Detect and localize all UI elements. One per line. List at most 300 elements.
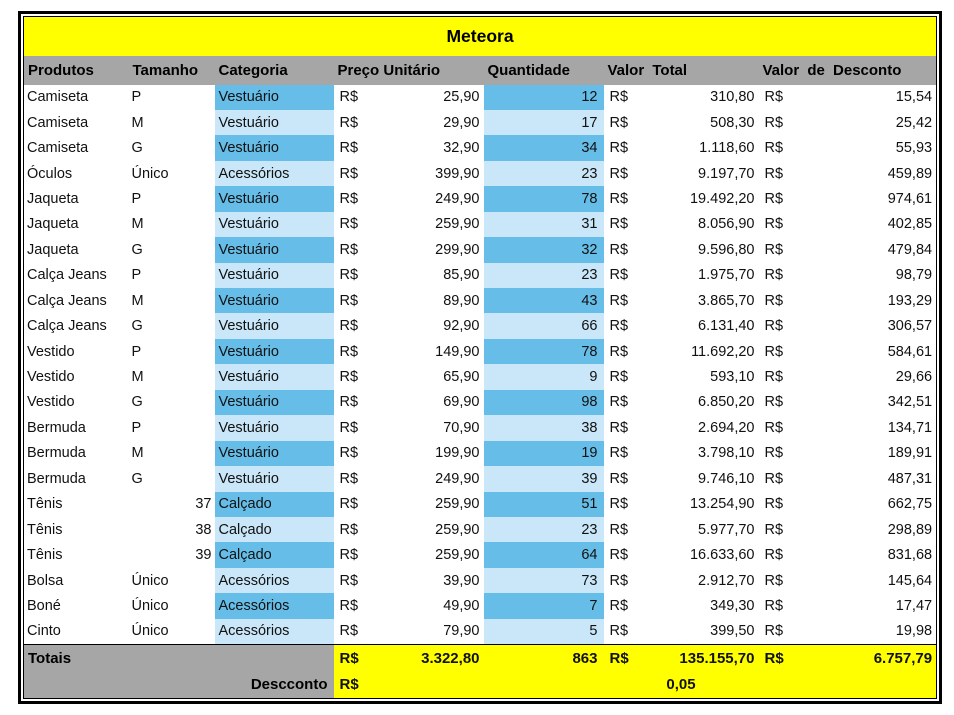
cell-preco-unitario[interactable] [334, 288, 484, 313]
cell-tamanho[interactable]: Único [131, 572, 169, 589]
cell-categoria[interactable]: Vestuário [215, 390, 334, 415]
table-row [24, 85, 937, 110]
cell-preco-unitario[interactable] [334, 568, 484, 593]
currency-symbol: R$ [764, 140, 784, 157]
cell-preco-unitario[interactable] [334, 339, 484, 364]
cell-quantidade[interactable]: 23 [484, 517, 604, 542]
cell-preco-unitario[interactable] [334, 466, 484, 491]
cell-tamanho[interactable]: P [131, 343, 142, 360]
cell-quantidade[interactable]: 39 [484, 466, 604, 491]
cell-tamanho[interactable]: G [131, 470, 143, 487]
table-row [24, 568, 937, 593]
desconto-rate-cell[interactable]: 0,05 [604, 672, 759, 698]
table-row [24, 466, 937, 491]
cell-categoria[interactable]: Vestuário [215, 466, 334, 491]
currency-symbol: R$ [339, 369, 359, 386]
cell-valor-total[interactable] [604, 161, 759, 186]
cell-valor-total[interactable] [604, 415, 759, 440]
cell-valor-total[interactable] [604, 212, 759, 237]
cell-preco-unitario-value: 79,90 [443, 623, 480, 640]
cell-preco-unitario[interactable] [334, 364, 484, 389]
cell-preco-unitario[interactable] [334, 593, 484, 618]
cell-valor-desconto-value: 55,93 [895, 140, 933, 157]
table-row [24, 542, 937, 567]
cell-quantidade[interactable]: 9 [484, 364, 604, 389]
table-row [24, 237, 937, 262]
cell-produto[interactable]: Bermuda [27, 445, 86, 462]
cell-valor-desconto-value: 19,98 [895, 623, 933, 640]
cell-quantidade[interactable]: 98 [484, 390, 604, 415]
cell-valor-desconto[interactable] [759, 593, 937, 618]
currency-symbol: R$ [339, 419, 359, 436]
desconto-label-cell[interactable]: Descconto [24, 672, 334, 698]
currency-symbol: R$ [764, 165, 784, 182]
table-row [24, 415, 937, 440]
cell-categoria[interactable]: Vestuário [215, 288, 334, 313]
cell-categoria[interactable]: Vestuário [215, 237, 334, 262]
table-row [24, 161, 937, 186]
cell-valor-desconto-value: 479,84 [887, 241, 933, 258]
cell-valor-total-value: 16.633,60 [689, 547, 755, 564]
totals-valor-total-cell[interactable] [604, 644, 759, 672]
cell-produto[interactable]: Vestido [27, 343, 75, 360]
currency-symbol: R$ [764, 343, 784, 360]
cell-valor-desconto[interactable] [759, 110, 937, 135]
cell-quantidade[interactable]: 23 [484, 161, 604, 186]
cell-preco-unitario[interactable] [334, 542, 484, 567]
cell-produto[interactable]: Tênis [27, 547, 63, 564]
column-header-categoria[interactable]: Categoria [215, 56, 334, 85]
cell-valor-total-value: 11.692,20 [691, 343, 755, 360]
cell-preco-unitario[interactable] [334, 186, 484, 211]
table-row [24, 339, 937, 364]
table-row [24, 263, 937, 288]
cell-produto[interactable]: Óculos [27, 165, 73, 182]
sheet-title[interactable]: Meteora [24, 17, 937, 56]
cell-categoria[interactable]: Vestuário [215, 186, 334, 211]
cell-preco-unitario-value: 32,90 [443, 140, 480, 157]
totals-preco-unitario-cell[interactable] [334, 644, 484, 672]
cell-valor-desconto[interactable] [759, 517, 937, 542]
cell-valor-desconto[interactable] [759, 161, 937, 186]
currency-symbol: R$ [339, 267, 359, 284]
currency-symbol: R$ [764, 394, 784, 411]
cell-tamanho[interactable]: 37 [195, 496, 212, 513]
cell-valor-desconto[interactable] [759, 542, 937, 567]
cell-quantidade[interactable]: 66 [484, 313, 604, 338]
cell-quantidade[interactable]: 12 [484, 85, 604, 110]
currency-symbol: R$ [609, 394, 629, 411]
cell-preco-unitario[interactable] [334, 212, 484, 237]
cell-preco-unitario-value: 259,90 [435, 216, 480, 233]
cell-valor-total-value: 13.254,90 [689, 496, 755, 513]
cell-valor-desconto-value: 17,47 [895, 597, 933, 614]
currency-symbol: R$ [609, 190, 629, 207]
table-row [24, 186, 937, 211]
cell-preco-unitario-value: 259,90 [435, 496, 480, 513]
cell-tamanho[interactable]: M [131, 114, 144, 131]
currency-symbol: R$ [764, 267, 784, 284]
cell-quantidade[interactable]: 7 [484, 593, 604, 618]
cell-valor-desconto-value: 662,75 [887, 496, 933, 513]
cell-categoria[interactable]: Vestuário [215, 415, 334, 440]
currency-symbol: R$ [764, 445, 784, 462]
cell-tamanho[interactable]: Único [131, 165, 169, 182]
cell-produto[interactable]: Calça Jeans [27, 318, 107, 335]
desconto-currency-cell[interactable] [334, 672, 484, 698]
cell-categoria[interactable]: Calçado [215, 492, 334, 517]
currency-symbol: R$ [609, 470, 629, 487]
cell-valor-desconto-value: 29,66 [895, 369, 933, 386]
cell-preco-unitario-value: 89,90 [443, 292, 480, 309]
cell-tamanho[interactable]: Único [131, 597, 169, 614]
currency-symbol: R$ [764, 470, 784, 487]
cell-valor-desconto[interactable] [759, 288, 937, 313]
cell-tamanho[interactable]: 39 [195, 547, 212, 564]
cell-valor-desconto[interactable] [759, 263, 937, 288]
cell-produto[interactable]: Camiseta [27, 114, 89, 131]
totals-preco-unitario-value: 3.322,80 [421, 649, 480, 667]
cell-valor-desconto[interactable] [759, 237, 937, 262]
currency-symbol: R$ [609, 547, 629, 564]
cell-tamanho[interactable]: M [131, 445, 144, 462]
cell-categoria[interactable]: Vestuário [215, 364, 334, 389]
totals-quantidade-cell[interactable]: 863 [484, 644, 604, 672]
cell-produto[interactable]: Calça Jeans [27, 292, 107, 309]
cell-produto[interactable]: Tênis [27, 496, 63, 513]
cell-produto[interactable]: Cinto [27, 623, 61, 640]
cell-produto[interactable]: Bolsa [27, 572, 64, 589]
cell-produto[interactable]: Bermuda [27, 419, 86, 436]
desconto-row [24, 672, 937, 698]
cell-preco-unitario[interactable] [334, 85, 484, 110]
column-header-row [24, 56, 937, 85]
cell-valor-desconto[interactable] [759, 313, 937, 338]
cell-tamanho[interactable]: G [131, 394, 143, 411]
cell-valor-total-value: 6.850,20 [698, 394, 755, 411]
currency-symbol: R$ [764, 649, 784, 667]
currency-symbol: R$ [764, 89, 784, 106]
column-header-valor-total[interactable]: Valor Total [604, 56, 759, 85]
cell-valor-desconto-value: 342,51 [887, 394, 933, 411]
cell-categoria[interactable]: Vestuário [215, 263, 334, 288]
cell-valor-total[interactable] [604, 492, 759, 517]
cell-preco-unitario[interactable] [334, 135, 484, 160]
cell-valor-desconto-value: 193,29 [887, 292, 933, 309]
cell-valor-total[interactable] [604, 313, 759, 338]
cell-quantidade[interactable]: 34 [484, 135, 604, 160]
cell-valor-desconto-value: 306,57 [887, 318, 933, 335]
table-row [24, 364, 937, 389]
cell-quantidade[interactable]: 17 [484, 110, 604, 135]
cell-quantidade[interactable]: 23 [484, 263, 604, 288]
currency-symbol: R$ [339, 165, 359, 182]
cell-valor-desconto[interactable] [759, 441, 937, 466]
cell-preco-unitario[interactable] [334, 619, 484, 644]
cell-tamanho[interactable]: G [131, 241, 143, 258]
cell-valor-desconto[interactable] [759, 466, 937, 491]
cell-preco-unitario[interactable] [334, 441, 484, 466]
cell-valor-total[interactable] [604, 517, 759, 542]
cell-preco-unitario-value: 259,90 [435, 521, 480, 538]
cell-valor-total[interactable] [604, 568, 759, 593]
cell-produto[interactable]: Tênis [27, 521, 63, 538]
cell-valor-desconto-value: 134,71 [887, 419, 933, 436]
currency-symbol: R$ [339, 216, 359, 233]
cell-categoria[interactable]: Vestuário [215, 339, 334, 364]
cell-preco-unitario[interactable] [334, 110, 484, 135]
desconto-empty-desconto-cell[interactable] [759, 672, 937, 698]
cell-quantidade[interactable]: 32 [484, 237, 604, 262]
cell-tamanho[interactable]: G [131, 140, 143, 157]
table-row [24, 492, 937, 517]
cell-tamanho[interactable]: P [131, 89, 142, 106]
cell-preco-unitario[interactable] [334, 313, 484, 338]
currency-symbol: R$ [339, 547, 359, 564]
cell-categoria[interactable]: Acessórios [215, 568, 334, 593]
cell-quantidade[interactable]: 5 [484, 619, 604, 644]
cell-quantidade[interactable]: 38 [484, 415, 604, 440]
cell-valor-total-value: 9.596,80 [698, 241, 755, 258]
currency-symbol: R$ [609, 140, 629, 157]
cell-valor-total[interactable] [604, 619, 759, 644]
cell-valor-total[interactable] [604, 288, 759, 313]
currency-symbol: R$ [339, 445, 359, 462]
cell-produto[interactable]: Camiseta [27, 140, 89, 157]
cell-valor-total-value: 310,80 [710, 89, 755, 106]
sales-table [23, 16, 937, 699]
cell-produto[interactable]: Boné [27, 597, 61, 614]
cell-valor-total-value: 6.131,40 [698, 318, 755, 335]
cell-quantidade[interactable]: 73 [484, 568, 604, 593]
cell-valor-desconto[interactable] [759, 568, 937, 593]
totals-valor-desconto-value: 6.757,79 [873, 649, 933, 667]
cell-produto[interactable]: Jaqueta [27, 241, 79, 258]
cell-categoria[interactable]: Acessórios [215, 161, 334, 186]
cell-valor-total[interactable] [604, 135, 759, 160]
totals-label-cell[interactable]: Totais [24, 644, 334, 672]
cell-tamanho[interactable]: M [131, 369, 144, 386]
cell-categoria[interactable]: Vestuário [215, 313, 334, 338]
table-row [24, 212, 937, 237]
currency-symbol: R$ [609, 216, 629, 233]
cell-produto[interactable]: Bermuda [27, 470, 86, 487]
cell-categoria[interactable]: Vestuário [215, 135, 334, 160]
cell-valor-desconto[interactable] [759, 339, 937, 364]
cell-valor-total-value: 399,50 [710, 623, 755, 640]
cell-tamanho[interactable]: Único [131, 623, 169, 640]
cell-valor-desconto[interactable] [759, 415, 937, 440]
currency-symbol: R$ [339, 521, 359, 538]
column-header-preco-unitario[interactable]: Preço Unitário [334, 56, 484, 85]
cell-valor-total[interactable] [604, 237, 759, 262]
currency-symbol: R$ [609, 267, 629, 284]
cell-valor-desconto[interactable] [759, 619, 937, 644]
currency-symbol: R$ [339, 597, 359, 614]
cell-preco-unitario-value: 199,90 [435, 445, 480, 462]
cell-valor-total[interactable] [604, 593, 759, 618]
currency-symbol: R$ [609, 343, 629, 360]
currency-symbol: R$ [609, 419, 629, 436]
cell-quantidade[interactable]: 43 [484, 288, 604, 313]
cell-valor-total[interactable] [604, 186, 759, 211]
currency-symbol: R$ [609, 496, 629, 513]
cell-valor-total-value: 9.746,10 [698, 470, 755, 487]
cell-valor-total[interactable] [604, 364, 759, 389]
cell-valor-desconto-value: 831,68 [887, 547, 933, 564]
cell-preco-unitario-value: 65,90 [443, 369, 480, 386]
cell-valor-desconto-value: 145,64 [887, 572, 933, 589]
table-row [24, 390, 937, 415]
currency-symbol: R$ [339, 190, 359, 207]
cell-quantidade[interactable]: 51 [484, 492, 604, 517]
cell-preco-unitario[interactable] [334, 161, 484, 186]
currency-symbol: R$ [764, 597, 784, 614]
cell-valor-desconto[interactable] [759, 85, 937, 110]
table-row [24, 135, 937, 160]
cell-quantidade[interactable]: 19 [484, 441, 604, 466]
cell-preco-unitario-value: 69,90 [443, 394, 480, 411]
cell-valor-total[interactable] [604, 263, 759, 288]
cell-categoria[interactable]: Calçado [215, 542, 334, 567]
cell-valor-total[interactable] [604, 542, 759, 567]
cell-produto[interactable]: Vestido [27, 394, 75, 411]
currency-symbol: R$ [609, 649, 629, 667]
cell-valor-total[interactable] [604, 466, 759, 491]
cell-preco-unitario[interactable] [334, 237, 484, 262]
cell-valor-desconto-value: 98,79 [895, 267, 933, 284]
cell-categoria[interactable]: Calçado [215, 517, 334, 542]
cell-valor-desconto-value: 298,89 [887, 521, 933, 538]
cell-valor-desconto[interactable] [759, 364, 937, 389]
table-row [24, 110, 937, 135]
cell-valor-desconto[interactable] [759, 212, 937, 237]
currency-symbol: R$ [339, 140, 359, 157]
currency-symbol: R$ [339, 343, 359, 360]
column-header-quantidade[interactable]: Quantidade [484, 56, 604, 85]
column-header-valor-de-desconto[interactable]: Valor de Desconto [759, 56, 937, 85]
worksheet-frame [18, 11, 942, 704]
currency-symbol: R$ [339, 649, 359, 667]
cell-categoria[interactable]: Vestuário [215, 85, 334, 110]
cell-valor-total[interactable] [604, 110, 759, 135]
cell-quantidade[interactable]: 31 [484, 212, 604, 237]
cell-tamanho[interactable]: G [131, 318, 143, 335]
cell-quantidade[interactable]: 78 [484, 339, 604, 364]
currency-symbol: R$ [609, 572, 629, 589]
currency-symbol: R$ [339, 114, 359, 131]
cell-valor-desconto[interactable] [759, 186, 937, 211]
cell-valor-desconto-value: 189,91 [887, 445, 933, 462]
cell-valor-total-value: 2.912,70 [698, 572, 755, 589]
cell-valor-total[interactable] [604, 390, 759, 415]
cell-valor-desconto[interactable] [759, 135, 937, 160]
cell-categoria[interactable]: Acessórios [215, 619, 334, 644]
currency-symbol: R$ [609, 521, 629, 538]
cell-tamanho[interactable]: P [131, 267, 142, 284]
cell-valor-desconto[interactable] [759, 390, 937, 415]
currency-symbol: R$ [764, 369, 784, 386]
cell-preco-unitario-value: 85,90 [443, 267, 480, 284]
currency-symbol: R$ [764, 241, 784, 258]
table-row [24, 619, 937, 644]
cell-preco-unitario[interactable] [334, 390, 484, 415]
cell-categoria[interactable]: Vestuário [215, 441, 334, 466]
cell-preco-unitario-value: 92,90 [443, 318, 480, 335]
currency-symbol: R$ [764, 547, 784, 564]
cell-valor-desconto-value: 459,89 [887, 165, 933, 182]
column-header-produtos[interactable]: Produtos [24, 56, 129, 85]
cell-preco-unitario[interactable] [334, 517, 484, 542]
cell-valor-desconto-value: 15,54 [895, 89, 933, 106]
totals-valor-desconto-cell[interactable] [759, 644, 937, 672]
cell-valor-total-value: 9.197,70 [698, 165, 755, 182]
cell-preco-unitario-value: 249,90 [435, 470, 480, 487]
currency-symbol: R$ [609, 292, 629, 309]
cell-categoria[interactable]: Vestuário [215, 212, 334, 237]
currency-symbol: R$ [609, 89, 629, 106]
currency-symbol: R$ [609, 597, 629, 614]
currency-symbol: R$ [764, 572, 784, 589]
cell-valor-total-value: 2.694,20 [698, 419, 755, 436]
cell-quantidade[interactable]: 64 [484, 542, 604, 567]
currency-symbol: R$ [609, 318, 629, 335]
cell-preco-unitario-value: 259,90 [435, 547, 480, 564]
cell-valor-total-value: 1.975,70 [698, 267, 755, 284]
column-header-tamanho[interactable]: Tamanho [129, 56, 215, 85]
cell-preco-unitario-value: 249,90 [435, 190, 480, 207]
cell-categoria[interactable]: Acessórios [215, 593, 334, 618]
currency-symbol: R$ [339, 676, 359, 694]
cell-produto[interactable]: Jaqueta [27, 190, 79, 207]
cell-valor-total-value: 5.977,70 [698, 521, 755, 538]
currency-symbol: R$ [764, 496, 784, 513]
cell-tamanho[interactable]: M [131, 216, 144, 233]
cell-produto[interactable]: Camiseta [27, 89, 89, 106]
cell-tamanho[interactable]: 38 [195, 521, 212, 538]
currency-symbol: R$ [764, 292, 784, 309]
cell-tamanho[interactable]: M [131, 292, 144, 309]
cell-valor-total[interactable] [604, 441, 759, 466]
cell-categoria[interactable]: Vestuário [215, 110, 334, 135]
cell-tamanho[interactable]: P [131, 419, 142, 436]
cell-valor-total[interactable] [604, 339, 759, 364]
cell-valor-total[interactable] [604, 85, 759, 110]
cell-preco-unitario[interactable] [334, 263, 484, 288]
cell-valor-desconto-value: 25,42 [895, 114, 933, 131]
cell-preco-unitario[interactable] [334, 492, 484, 517]
cell-valor-total-value: 508,30 [710, 114, 755, 131]
cell-tamanho[interactable]: P [131, 190, 142, 207]
currency-symbol: R$ [609, 165, 629, 182]
cell-valor-desconto[interactable] [759, 492, 937, 517]
cell-valor-total-value: 8.056,90 [698, 216, 755, 233]
currency-symbol: R$ [764, 216, 784, 233]
currency-symbol: R$ [764, 419, 784, 436]
currency-symbol: R$ [609, 623, 629, 640]
cell-produto[interactable]: Calça Jeans [27, 267, 107, 284]
cell-quantidade[interactable]: 78 [484, 186, 604, 211]
cell-produto[interactable]: Vestido [27, 369, 75, 386]
currency-symbol: R$ [609, 445, 629, 462]
cell-produto[interactable]: Jaqueta [27, 216, 79, 233]
cell-valor-total-value: 593,10 [710, 369, 755, 386]
currency-symbol: R$ [339, 318, 359, 335]
cell-valor-desconto-value: 402,85 [887, 216, 933, 233]
desconto-empty-quantidade-cell[interactable] [484, 672, 604, 698]
currency-symbol: R$ [609, 241, 629, 258]
cell-preco-unitario[interactable] [334, 415, 484, 440]
